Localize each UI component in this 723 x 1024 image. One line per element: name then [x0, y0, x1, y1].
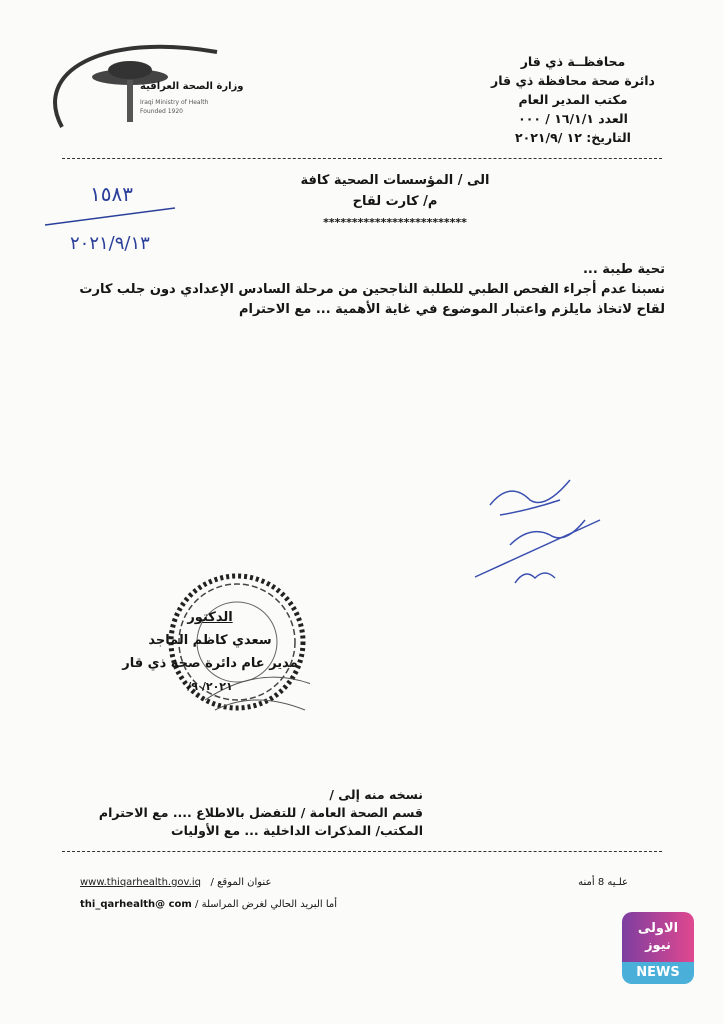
handwritten-number: ١٥٨٣	[90, 182, 133, 206]
header-line: محافظــة ذي قار	[520, 54, 626, 69]
badge-english: NEWS	[622, 962, 694, 984]
logo-founded: Founded 1920	[140, 108, 183, 115]
signature-block	[95, 606, 325, 698]
handwritten-reference	[40, 175, 230, 255]
website-link[interactable]: www.thiqarhealth.gov.iq	[80, 877, 201, 888]
signer-position: مدير عام دائرة صحة ذي قار	[122, 656, 298, 671]
signature-date: ٢٠٢١/ ٩/	[187, 680, 233, 693]
handwritten-annotation	[470, 465, 610, 590]
logo-english-name: Iraqi Ministry of Health	[140, 99, 209, 106]
footer-contacts	[80, 872, 337, 916]
stars-separator: *************************	[323, 216, 467, 229]
badge-arabic: الاولى نيوز	[622, 912, 694, 962]
reference-number: العدد ١٦/١/١ / ٠٠٠	[518, 111, 628, 126]
cc-item: قسم الصحة العامة / للتفضل بالاطلاع .... مع الاحترام	[98, 805, 423, 820]
news-logo-badge	[622, 912, 694, 984]
handwritten-date: ٢٠٢١/٩/١٣	[70, 233, 150, 254]
subject: م/ كارت لقاح	[352, 194, 438, 209]
recipient-block	[230, 170, 560, 233]
footer-closing: علـيه 8 أمنه	[578, 877, 628, 888]
email-address[interactable]: thi_qarhealth@ com	[80, 899, 192, 910]
letter-header	[468, 52, 678, 147]
recipient: الى / المؤسسات الصحية كافة	[300, 173, 490, 188]
signer-title: الدكتور	[187, 610, 233, 625]
header-line: مكتب المدير العام	[518, 92, 628, 107]
letter-body	[55, 260, 665, 320]
email-label: أما البريد الحالي لغرض المراسلة /	[195, 899, 338, 910]
website-label: عنوان الموقع /	[210, 877, 272, 888]
body-paragraph: نسبنا عدم أجراء الفحص الطبي للطلبة الناجحين من مرحلة السادس الإعدادي دون جلب كارت لقاح لاتخاذ مايلزم واعتبار الموضوع في غاية الأهمية ... مع الاحترام	[79, 282, 665, 317]
header-divider	[62, 158, 662, 159]
logo-arabic-text: وزارة الصحة العراقية	[140, 81, 244, 92]
greeting: تحية طيبة ...	[582, 262, 665, 277]
cc-heading: نسخه منه إلى /	[329, 787, 423, 802]
signer-name: سعدي كاظم الماجد	[148, 633, 272, 648]
footer-divider	[62, 851, 662, 852]
header-line: دائرة صحة محافظة ذي قار	[491, 73, 655, 88]
cc-item: المكتب/ المذكرات الداخلية ... مع الأوليات	[171, 823, 423, 838]
logo-english-text	[140, 98, 208, 116]
copy-to-block	[99, 786, 423, 840]
letter-date: التاريخ: ١٢ /٢٠٢١/٩	[515, 130, 631, 145]
